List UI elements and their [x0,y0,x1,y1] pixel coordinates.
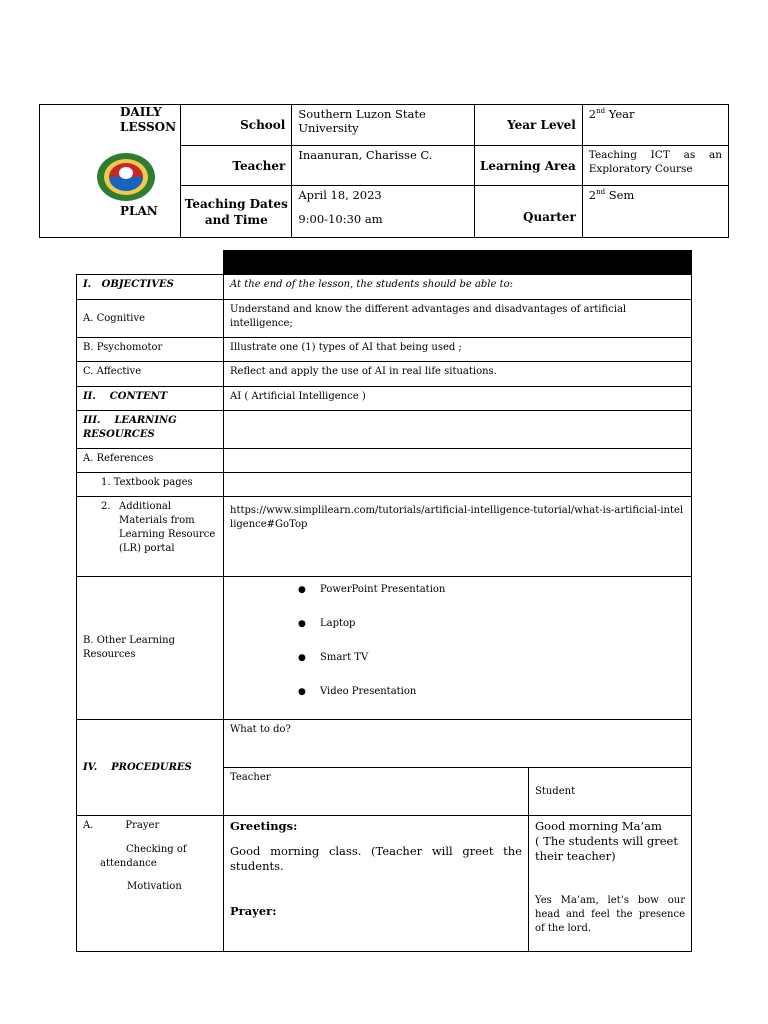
title-daily: DAILY [120,105,162,119]
objectives-text: OBJECTIVES [101,279,174,290]
year-level-value [582,105,728,146]
year-level-label: Year Level [474,105,582,146]
content-value: AI ( Artificial Intelligence ) [224,387,692,411]
step-motivation: Motivation [127,881,182,892]
other-resources-cell [224,577,692,720]
procedures-text: PROCEDURES [111,761,192,773]
dates-label [181,186,292,238]
resources-line1: LEARNING [114,415,177,426]
additional-materials-link: https://www.simplilearn.com/tutorials/artificial-intelligence-tutorial/what-is-artificial-intelligence#GoTop [224,497,692,577]
title-lesson: LESSON [120,120,177,134]
resources-num: III. [83,415,101,426]
learning-area-label: Learning Area [474,146,582,186]
objectives-label [77,275,224,300]
quarter-sup: nd [596,188,606,197]
student-column-header: Student [529,768,692,816]
quarter-value [582,186,728,238]
teacher-column-header: Teacher [224,768,529,816]
resources-line2: RESOURCES [83,429,155,440]
student-greeting: Good morning Ma’am [535,819,662,833]
prayer-label: Prayer: [230,904,277,918]
dates-value [292,186,474,238]
learning-area-value: Teaching ICT as an Exploratory Course [582,146,728,186]
references-value [224,449,692,473]
cognitive-label: A. Cognitive [77,300,224,338]
affective-label: C. Affective [77,362,224,387]
what-to-do: What to do? [224,720,692,768]
year-level-sup: nd [596,107,606,116]
additional-text: Additional Materials from Learning Resource (LR) portal [119,501,216,554]
other-resources-list [298,583,691,719]
resource-item: ● Laptop [298,617,691,651]
step-attendance: Checking of attendance [100,844,187,869]
dates-label-line2: and Time [204,212,268,227]
school-value: Southern Luzon State University [292,105,474,146]
other-resources-label: B. Other Learning Resources [77,577,224,720]
procedures-label [77,720,224,816]
teacher-activity [224,816,529,952]
quarter-rest: Sem [605,188,635,202]
textbook-label: 1. Textbook pages [77,473,224,497]
school-label: School [181,105,292,146]
greetings-text: Good morning class. (Teacher will greet the students. [230,844,522,873]
objectives-num: I. [83,279,92,290]
additional-num: 2. [101,501,111,512]
title-plan: PLAN [120,204,158,218]
psychomotor-label: B. Psychomotor [77,338,224,362]
affective-value: Reflect and apply the use of AI in real life situations. [224,362,692,387]
content-num: II. [83,391,96,402]
lesson-header-table [39,104,729,238]
step-prayer: Prayer [125,820,160,831]
objectives-intro: At the end of the lesson, the students should be able to: [224,275,692,300]
year-level-rest: Year [605,107,635,121]
title-logo-cell [40,105,181,238]
student-activity [529,816,692,952]
resources-value [224,411,692,449]
teacher-value: Inaanuran, Charisse C. [292,146,474,186]
procedures-num: IV. [83,761,98,773]
resource-item: ● Smart TV [298,651,691,685]
resource-item: ● Video Presentation [298,685,691,719]
step-letter: A. [83,820,94,831]
resource-item: ● PowerPoint Presentation [298,583,691,617]
time-value: 9:00-10:30 am [298,212,383,226]
quarter-num: 2 [588,188,597,202]
university-seal-icon [96,151,156,203]
content-label [77,387,224,411]
content-text: CONTENT [109,391,168,402]
date-value: April 18, 2023 [298,188,382,202]
references-label: A. References [77,449,224,473]
quarter-label: Quarter [474,186,582,238]
black-header-bar [224,251,692,275]
student-prayer: Yes Ma’am, let’s bow our head and feel the presence of the lord. [535,895,685,934]
additional-materials-label [77,497,224,577]
teacher-label: Teacher [181,146,292,186]
blank-corner-cell [77,251,224,275]
procedure-steps [77,816,224,952]
greetings-label: Greetings: [230,819,298,833]
resources-label [77,411,224,449]
dates-label-line1: Teaching Dates [184,196,288,211]
lesson-plan-table [76,250,692,952]
textbook-value [224,473,692,497]
cognitive-value: Understand and know the different advantages and disadvantages of artificial intelligence; [224,300,692,338]
student-greeting-note: ( The students will greet their teacher) [535,834,678,863]
year-level-num: 2 [588,107,597,121]
psychomotor-value: Illustrate one (1) types of AI that being used ; [224,338,692,362]
